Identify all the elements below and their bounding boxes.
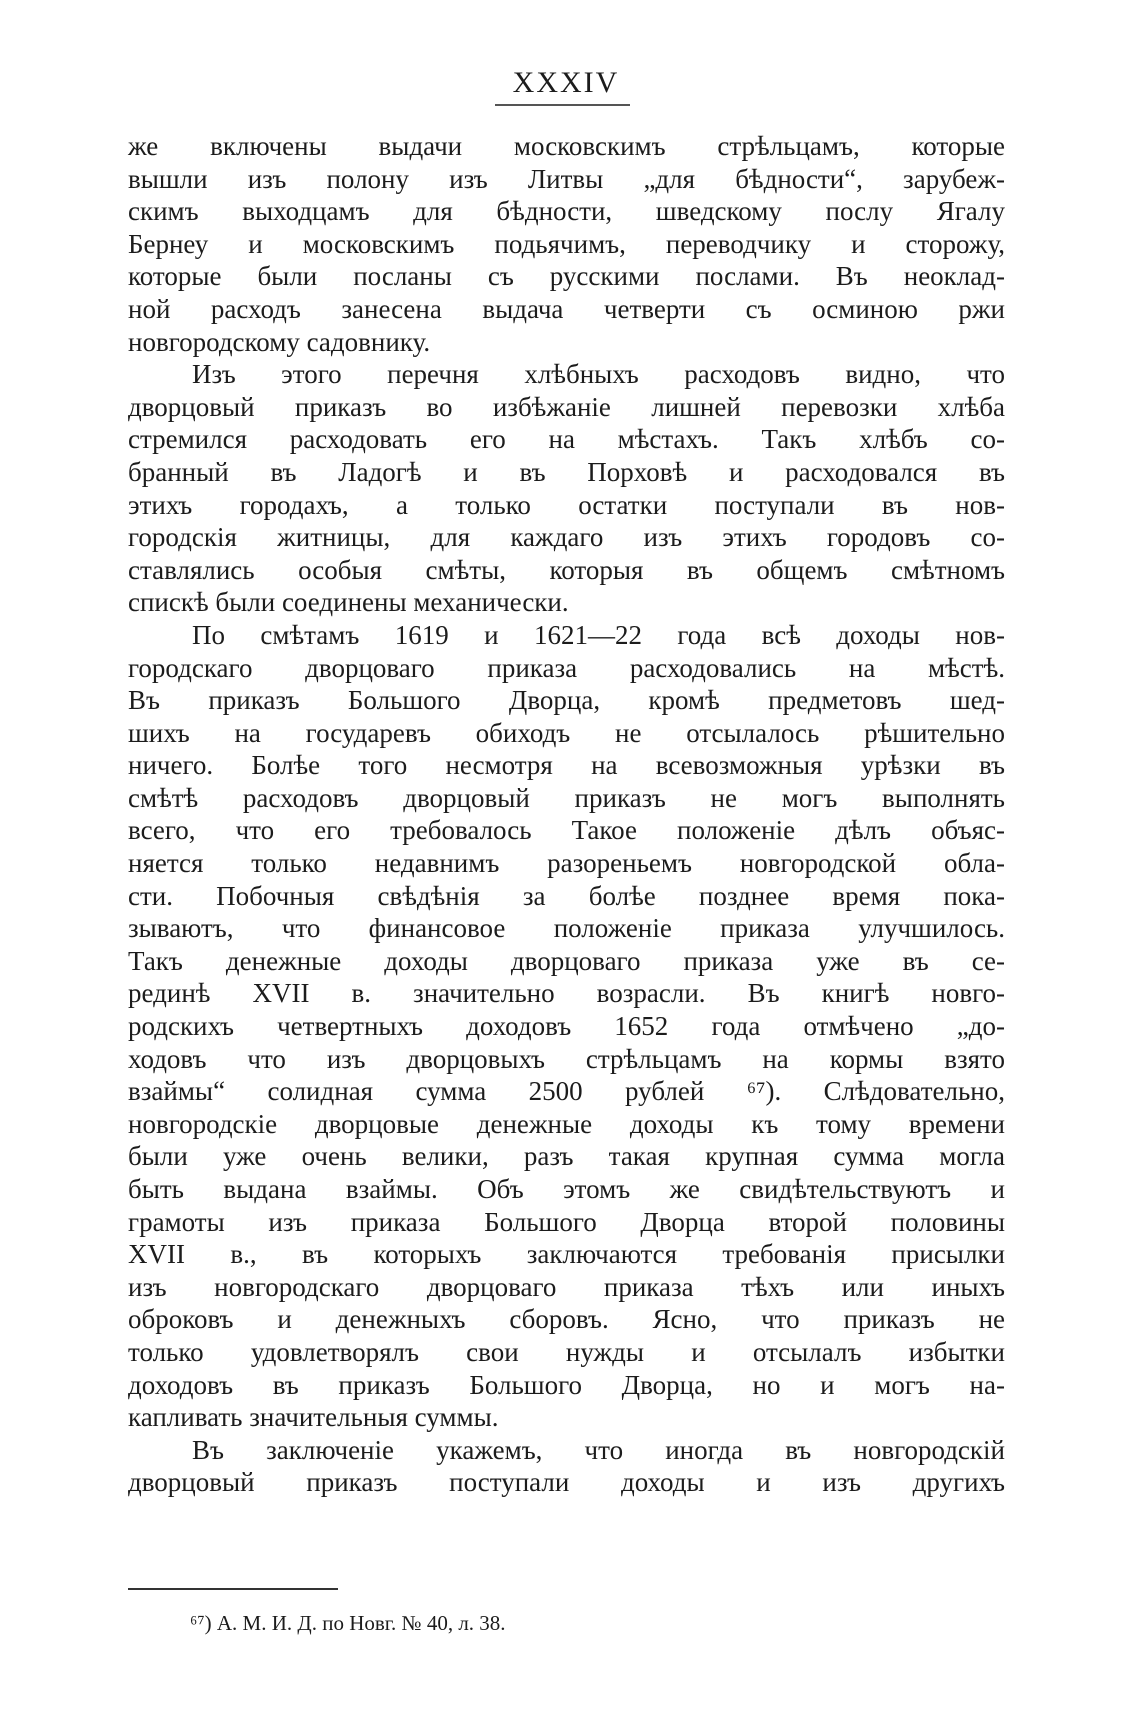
text-line: Такъ денежные доходы дворцоваго приказа уже въ се-	[128, 945, 1005, 976]
footnote-divider	[128, 1588, 338, 1590]
text-line: которые были посланы съ русскими послами. Въ неоклад-	[128, 261, 1005, 292]
text-line: Изъ этого перечня хлѣбныхъ расходовъ видно, что	[192, 359, 1005, 390]
text-line: сти. Побочныя свѣдѣнія за болѣе позднее время пока-	[128, 880, 1005, 911]
text-line: XVII в., въ которыхъ заключаются требованія присылки	[128, 1239, 1005, 1270]
text-line: смѣтѣ расходовъ дворцовый приказъ не могъ выполнять	[128, 782, 1005, 813]
text-line: дворцовый приказъ во избѣжаніе лишней перевозки хлѣба	[128, 391, 1005, 422]
text-line: рединѣ XVII в. значительно возрасли. Въ книгѣ новго-	[128, 978, 1005, 1009]
text-line: ходовъ что изъ дворцовыхъ стрѣльцамъ на кормы взято	[128, 1043, 1005, 1074]
text-line: спискѣ были соединены механически.	[128, 587, 569, 618]
text-line: Въ заключеніе укажемъ, что иногда въ новгородскій	[192, 1434, 1005, 1465]
text-line: капливать значительныя суммы.	[128, 1402, 499, 1433]
text-line: Бернеу и московскимъ подьячимъ, переводчику и сторожу,	[128, 228, 1005, 259]
text-line: ной расходъ занесена выдача четверти съ осминою ржи	[128, 293, 1005, 324]
text-line: няется только недавнимъ разореньемъ новгородской обла-	[128, 848, 1005, 879]
footnote: ⁶⁷) А. М. И. Д. по Новг. № 40, л. 38.	[190, 1611, 506, 1635]
text-line: ничего. Болѣе того несмотря на всевозможныя урѣзки въ	[128, 750, 1005, 781]
text-line: дворцовый приказъ поступали доходы и изъ другихъ	[128, 1467, 1005, 1498]
text-line: же включены выдачи московскимъ стрѣльцамъ, которые	[128, 131, 1005, 161]
text-line: родскихъ четвертныхъ доходовъ 1652 года отмѣчено „до-	[128, 1011, 1005, 1042]
text-line: бранный въ Ладогѣ и въ Порховѣ и расходовался въ	[128, 456, 1005, 487]
text-line: городскія житницы, для каждаго изъ этихъ городовъ со-	[128, 522, 1005, 553]
text-line: шихъ на государевъ обиходъ не отсылалось рѣшительно	[128, 717, 1005, 748]
page-number: XXXIV	[512, 66, 620, 99]
text-line: изъ новгородскаго дворцоваго приказа тѣхъ или иныхъ	[128, 1271, 1005, 1302]
body-text	[128, 130, 1005, 1499]
text-line: стремился расходовать его на мѣстахъ. Такъ хлѣбъ со-	[128, 424, 1005, 455]
text-line: новгородскіе дворцовые денежные доходы къ тому времени	[128, 1108, 1005, 1139]
text-line: Въ приказъ Большого Дворца, кромѣ предметовъ шед-	[128, 685, 1005, 716]
text-line: городскаго дворцоваго приказа расходовались на мѣстѣ.	[128, 652, 1005, 683]
text-line: скимъ выходцамъ для бѣдности, шведскому послу Ягалу	[128, 196, 1005, 227]
text-line: ставлялись особыя смѣты, которыя въ общемъ смѣтномъ	[128, 554, 1005, 585]
text-line: новгородскому садовнику.	[128, 326, 431, 357]
text-line: этихъ городахъ, а только остатки поступали въ нов-	[128, 489, 1005, 520]
text-line: оброковъ и денежныхъ сборовъ. Ясно, что приказъ не	[128, 1304, 1005, 1335]
text-line: только удовлетворялъ свои нужды и отсылалъ избытки	[128, 1336, 1005, 1367]
text-line: По смѣтамъ 1619 и 1621—22 года всѣ доходы нов-	[192, 619, 1005, 650]
text-line: быть выдана взаймы. Объ этомъ же свидѣтельствуютъ и	[128, 1174, 1005, 1204]
text-line: всего, что его требовалось Такое положеніе дѣлъ объяс-	[128, 815, 1005, 846]
page-number-rule	[495, 104, 630, 106]
text-line: вышли изъ полону изъ Литвы „для бѣдности“, зарубеж-	[128, 163, 1005, 194]
text-line: были уже очень велики, разъ такая крупная сумма могла	[128, 1141, 1005, 1172]
text-line: грамоты изъ приказа Большого Дворца второй половины	[128, 1206, 1005, 1237]
text-line: зываютъ, что финансовое положеніе приказа улучшилось.	[128, 913, 1005, 944]
text-line: взаймы“ солидная сумма 2500 рублей ⁶⁷). Слѣдовательно,	[128, 1076, 1005, 1107]
text-line: доходовъ въ приказъ Большого Дворца, но и могъ на-	[128, 1369, 1005, 1400]
